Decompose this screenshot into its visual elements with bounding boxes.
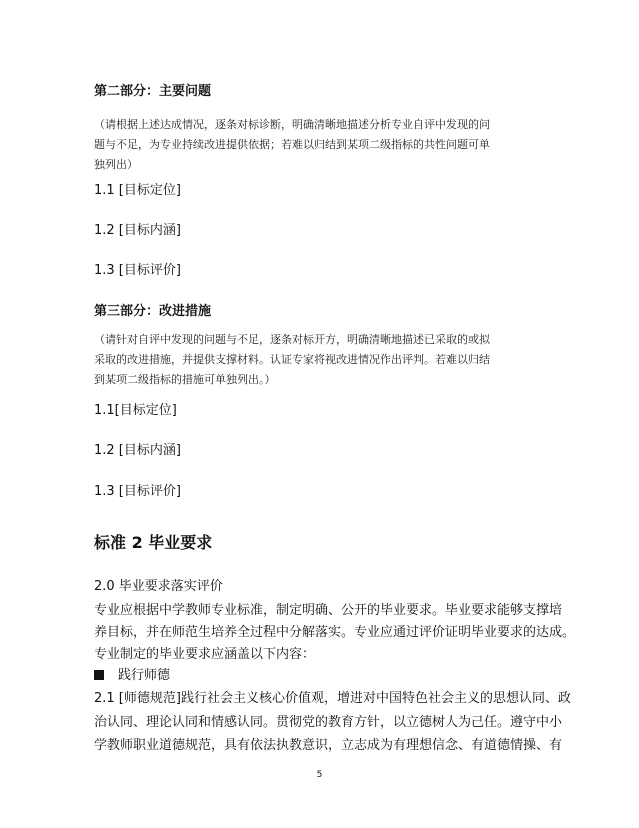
part3-instructions — [94, 330, 554, 390]
part2-instruction-line: （请根据上述达成情况，逐条对标诊断，明确清晰地描述分析专业自评中发现的问 — [94, 118, 490, 131]
part3-item-target-positioning: 1.1[目标定位] — [94, 403, 177, 418]
part2-item-target-connotation: 1.2 [目标内涵] — [94, 223, 181, 238]
part3-item-target-connotation: 1.2 [目标内涵] — [94, 443, 181, 458]
standard2-item-line: 2.1 [师德规范]践行社会主义核心价值观，增进对中国特色社会主义的思想认同、政 — [94, 691, 571, 706]
part2-instruction-line: 独列出） — [94, 158, 138, 171]
standard2-title: 标准 2 毕业要求 — [94, 533, 213, 552]
part2-item-target-positioning: 1.1 [目标定位] — [94, 183, 181, 198]
part3-item-target-evaluation: 1.3 [目标评价] — [94, 484, 181, 499]
page-number: 5 — [316, 770, 323, 780]
part3-instruction-line: 采取的改进措施，并提供支撑材料。认证专家将视改进情况作出评判。若难以归结 — [94, 353, 490, 366]
part2-instruction-line: 题与不足，为专业持续改进提供依据；若难以归结到某项二级指标的共性问题可单 — [94, 138, 490, 151]
standard2-item-line: 学教师职业道德规范，具有依法执教意识，立志成为有理想信念、有道德情操、有 — [94, 738, 563, 753]
square-bullet-icon — [94, 670, 104, 680]
part2-heading: 第二部分：主要问题 — [94, 84, 212, 99]
part2-instructions — [94, 115, 554, 175]
standard2-paragraph-line: 专业应根据中学教师专业标准，制定明确、公开的毕业要求。毕业要求能够支撑培 — [94, 603, 563, 618]
part3-instruction-line: （请针对自评中发现的问题与不足，逐条对标开方，明确清晰地描述已采取的或拟 — [94, 333, 490, 346]
part2-item-target-evaluation: 1.3 [目标评价] — [94, 263, 181, 278]
bullet-label: 践行师德 — [118, 668, 171, 683]
standard2-section-label: 2.0 毕业要求落实评价 — [94, 579, 223, 594]
part3-heading: 第三部分：改进措施 — [94, 304, 212, 319]
bullet-item — [94, 665, 170, 687]
standard2-paragraph-line: 养目标，并在师范生培养全过程中分解落实。专业应通过评价证明毕业要求的达成。 — [94, 625, 576, 640]
part3-instruction-line: 到某项二级指标的措施可单独列出。） — [94, 373, 276, 386]
standard2-item-line: 治认同、理论认同和情感认同。贯彻党的教育方针，以立德树人为己任。遵守中小 — [94, 715, 563, 730]
standard2-paragraph-line: 专业制定的毕业要求应涵盖以下内容： — [94, 647, 316, 662]
